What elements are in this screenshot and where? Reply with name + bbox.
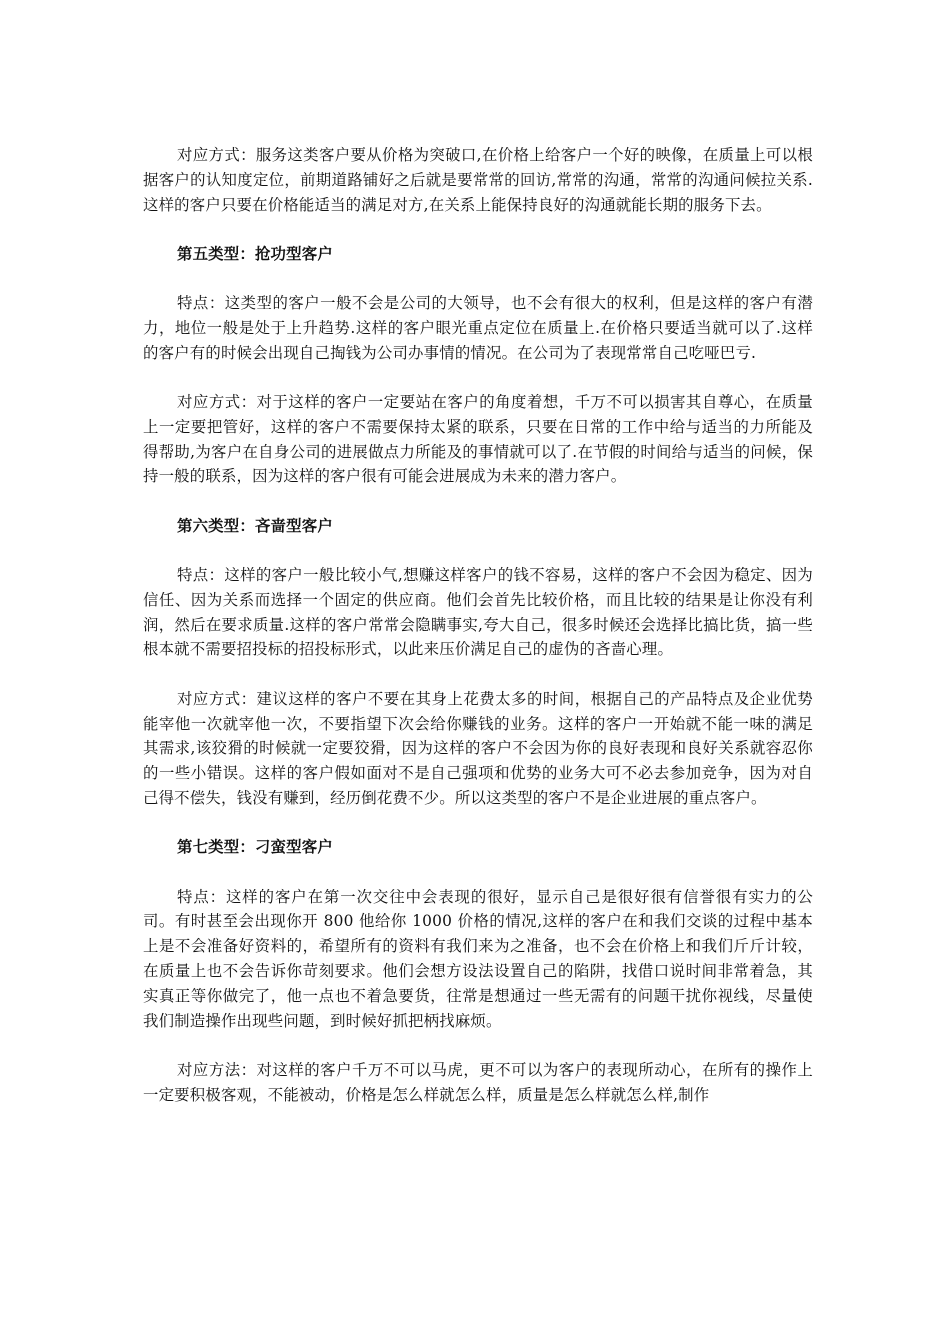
paragraph-response-type-5: 对应方式：对于这样的客户一定要站在客户的角度着想，千万不可以损害其自尊心，在质量上一定要把管好，这样的客户不需要保持太紧的联系，只要在日常的工作中给与适当的力所能及得帮助,为客户在自身公司的进展做点力所能及的事情就可以了.在节假的时间给与适当的问候，保持一般的联系，因为这样的客户很有可能会进展成为未来的潜力客户。	[143, 393, 813, 486]
document-page	[143, 143, 813, 1132]
paragraph-traits-type-7: 特点：这样的客户在第一次交往中会表现的很好，显示自己是很好很有信誉很有实力的公司。有时甚至会出现你开 800 他给你 1000 价格的情况,这样的客户在和我们交谈的过程中基本上是不会准备好资料的，希望所有的资料有我们来为之准备，也不会在价格上和我们斤斤计较，在质量上也不会告诉你苛刻要求。他们会想方设法设置自己的陷阱，找借口说时间非常着急，其实真正等你做完了，他一点也不着急要货，往常是想通过一些无需有的问题干扰你视线，尽量使我们制造操作出现些问题，到时候好抓把柄找麻烦。	[143, 887, 813, 1030]
paragraph-traits-type-6: 特点：这样的客户一般比较小气,想赚这样客户的钱不容易，这样的客户不会因为稳定、因为信任、因为关系而选择一个固定的供应商。他们会首先比较价格，而且比较的结果是让你没有利润，然后在要求质量.这样的客户常常会隐瞒事实,夸大自己，很多时候还会选择比搞比货，搞一些根本就不需要招投标的招投标形式，以此来压价满足自己的虚伪的吝啬心理。	[143, 566, 813, 659]
paragraph-traits-type-5: 特点：这类型的客户一般不会是公司的大领导，也不会有很大的权利，但是这样的客户有潜力，地位一般是处于上升趋势.这样的客户眼光重点定位在质量上.在价格只要适当就可以了.这样的客户有的时候会出现自己掏钱为公司办事情的情况。在公司为了表现常常自己吃哑巴亏.	[143, 294, 813, 362]
paragraph-response-type-7: 对应方法：对这样的客户千万不可以马虎，更不可以为客户的表现所动心，在所有的操作上一定要积极客观，不能被动，价格是怎么样就怎么样，质量是怎么样就怎么样,制作	[143, 1060, 813, 1104]
paragraph-response-type-6: 对应方式：建议这样的客户不要在其身上花费太多的时间，根据自己的产品特点及企业优势能宰他一次就宰他一次，不要指望下次会给你赚钱的业务。这样的客户一开始就不能一味的满足其需求,该狡猾的时候就一定要狡猾，因为这样的客户不会因为你的良好表现和良好关系就容忍你的一些小错误。这样的客户假如面对不是自己强项和优势的业务大可不必去参加竞争，因为对自己得不偿失，钱没有赚到，经历倒花费不少。所以这类型的客户不是企业进展的重点客户。	[143, 689, 813, 807]
heading-type-5: 第五类型：抢功型客户	[177, 244, 333, 263]
heading-type-6: 第六类型：吝啬型客户	[177, 516, 333, 535]
heading-type-7: 第七类型：刁蛮型客户	[177, 838, 333, 857]
paragraph-response-method-4: 对应方式：服务这类客户要从价格为突破口,在价格上给客户一个好的映像，在质量上可以根据客户的认知度定位，前期道路铺好之后就是要常常的回访,常常的沟通，常常的沟通问候拉关系.这样的客户只要在价格能适当的满足对方,在关系上能保持良好的沟通就能长期的服务下去。	[143, 146, 813, 214]
